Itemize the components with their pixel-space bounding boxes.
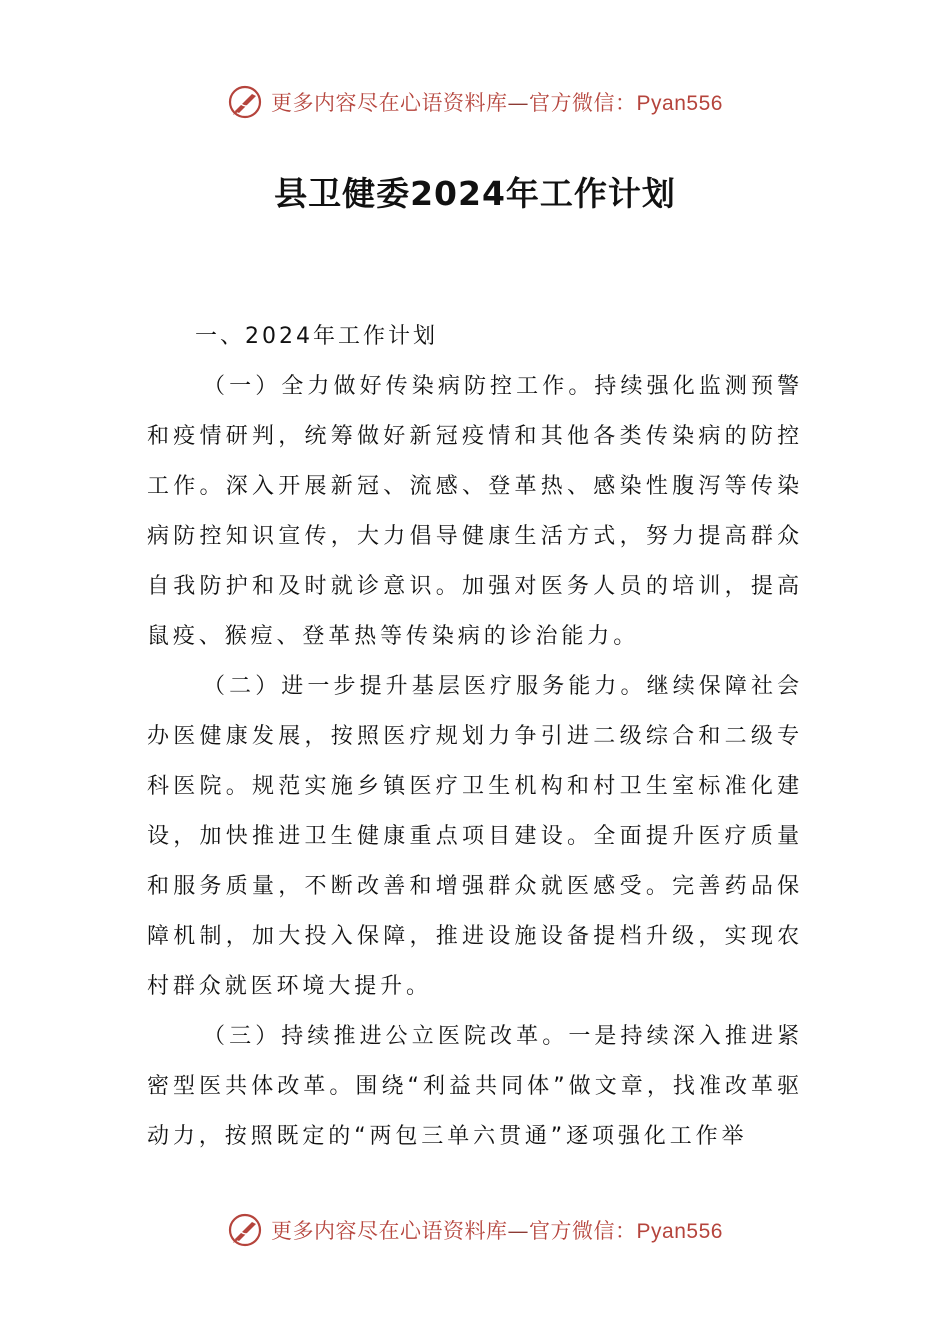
watermark-separator: — xyxy=(507,1219,530,1243)
paragraph-1: （一）全力做好传染病防控工作。持续强化监测预警和疫情研判，统筹做好新冠疫情和其他各类传染病的防控工作。深入开展新冠、流感、登革热、感染性腹泻等传染病防控知识宣传，大力倡导健康生活方式，努力提高群众自我防护和及时就诊意识。加强对医务人员的培训，提高鼠疫、猴痘、登革热等传染病的诊治能力。 xyxy=(147,374,803,649)
watermark-separator: — xyxy=(507,91,530,115)
watermark-banner-top xyxy=(0,80,950,124)
watermark-label: 官方微信： xyxy=(529,91,637,115)
watermark-prefix: 更多内容尽在心语资料库 xyxy=(271,1219,508,1243)
pen-quill-logo-icon xyxy=(227,1212,263,1248)
watermark-text xyxy=(271,1215,723,1245)
document-body xyxy=(147,312,803,1162)
watermark-label: 官方微信： xyxy=(529,1219,637,1243)
watermark-account: Pyan556 xyxy=(636,1220,723,1243)
watermark-text xyxy=(271,87,723,117)
section-heading: 一、2024年工作计划 xyxy=(195,324,438,349)
paragraph-3: （三）持续推进公立医院改革。一是持续深入推进紧密型医共体改革。围绕“利益共同体”做文章，找准改革驱动力，按照既定的“两包三单六贯通”逐项强化工作举 xyxy=(147,1024,803,1149)
watermark-account: Pyan556 xyxy=(636,92,723,115)
paragraph-2: （二）进一步提升基层医疗服务能力。继续保障社会办医健康发展，按照医疗规划力争引进二级综合和二级专科医院。规范实施乡镇医疗卫生机构和村卫生室标准化建设，加快推进卫生健康重点项目建设。全面提升医疗质量和服务质量，不断改善和增强群众就医感受。完善药品保障机制，加大投入保障，推进设施设备提档升级，实现农村群众就医环境大提升。 xyxy=(147,674,803,999)
watermark-prefix: 更多内容尽在心语资料库 xyxy=(271,91,508,115)
watermark-banner-bottom xyxy=(0,1208,950,1252)
pen-quill-logo-icon xyxy=(227,84,263,120)
document-title: 县卫健委2024年工作计划 xyxy=(274,174,676,213)
